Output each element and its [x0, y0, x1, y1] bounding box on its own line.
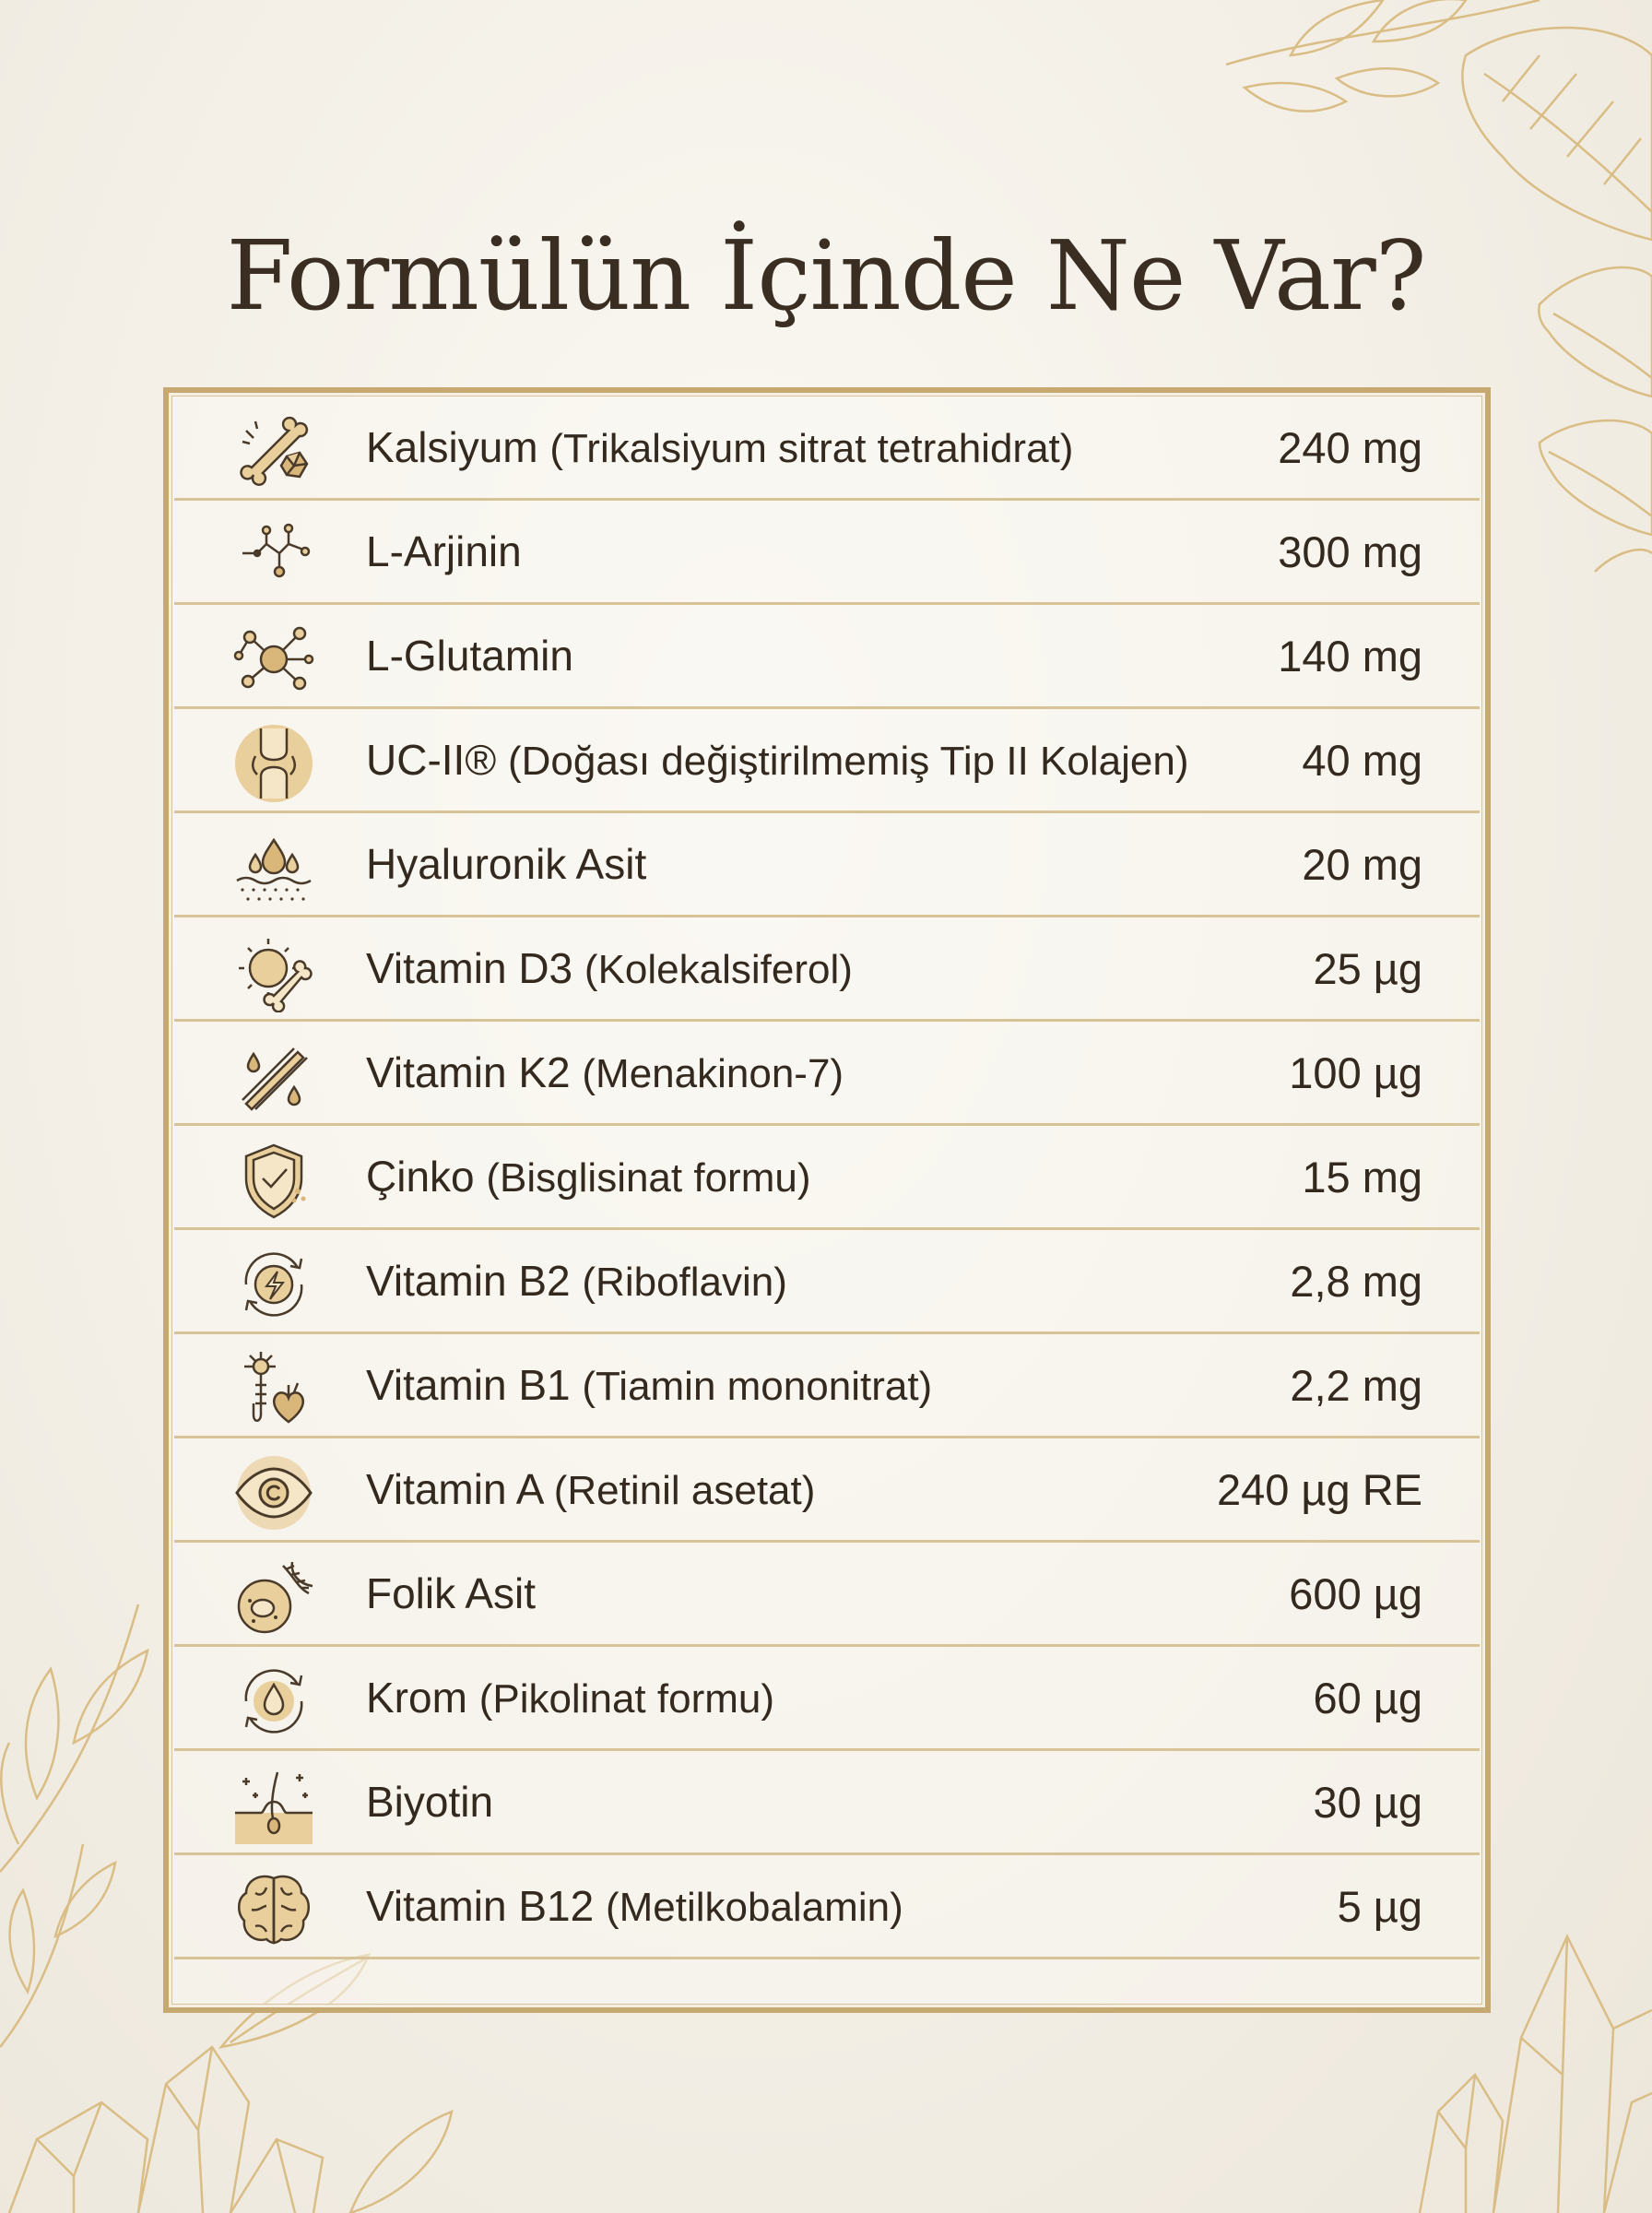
ingredient-row	[174, 1438, 1480, 1543]
ingredient-amount: 25 µg	[1313, 943, 1422, 993]
ingredients-table	[163, 387, 1491, 2013]
ingredient-amount: 240 µg RE	[1216, 1464, 1422, 1514]
eye-icon	[233, 1452, 314, 1533]
ingredient-detail: (Riboflavin)	[582, 1260, 787, 1305]
ingredient-amount: 2,8 mg	[1290, 1256, 1422, 1306]
ingredient-name	[366, 943, 853, 993]
ingredient-amount: 40 mg	[1302, 735, 1422, 785]
ingredient-label: Hyaluronik Asit	[366, 840, 647, 888]
ingredient-amount: 100 µg	[1289, 1047, 1422, 1097]
ingredient-row	[174, 1751, 1480, 1855]
ingredient-name	[366, 1673, 774, 1722]
ingredient-name	[366, 527, 522, 576]
ingredient-amount: 300 mg	[1278, 527, 1422, 576]
ingredient-row	[174, 813, 1480, 917]
ingredient-name	[366, 1777, 493, 1827]
drop-cycle-icon	[233, 1661, 314, 1742]
ingredient-label: Vitamin K2	[366, 1048, 571, 1096]
cell-dna-icon	[233, 1556, 314, 1638]
ingredient-name	[366, 1881, 903, 1931]
ingredient-amount: 2,2 mg	[1290, 1360, 1422, 1410]
ingredient-row	[174, 1543, 1480, 1647]
ingredient-name	[366, 631, 573, 680]
ingredient-row	[174, 1647, 1480, 1751]
bone-mineral-icon	[233, 410, 314, 491]
water-drops-skin-icon	[233, 827, 314, 908]
ingredients-list	[174, 396, 1480, 1959]
ingredient-detail: (Tiamin mononitrat)	[582, 1364, 933, 1409]
ingredient-amount: 600 µg	[1289, 1568, 1422, 1618]
ingredient-amount: 15 mg	[1302, 1152, 1422, 1201]
molecule-chain-icon	[233, 515, 314, 596]
ingredient-detail: (Pikolinat formu)	[478, 1676, 774, 1722]
shield-check-icon	[233, 1140, 314, 1221]
ingredient-amount: 60 µg	[1313, 1673, 1422, 1722]
ingredient-label: Çinko	[366, 1153, 475, 1201]
ingredient-amount: 240 mg	[1278, 422, 1422, 472]
blood-vessel-icon	[233, 1035, 314, 1117]
ingredient-detail: (Menakinon-7)	[582, 1051, 844, 1096]
ingredient-row	[174, 1334, 1480, 1438]
ingredient-row	[174, 605, 1480, 709]
ingredient-label: Vitamin B1	[366, 1361, 571, 1409]
ingredient-label: Vitamin B2	[366, 1257, 571, 1305]
ingredient-amount: 5 µg	[1337, 1881, 1422, 1931]
ingredient-label: Vitamin A	[366, 1465, 542, 1513]
ingredient-label: Folik Asit	[366, 1569, 537, 1617]
ingredient-label: Biyotin	[366, 1778, 494, 1826]
ingredient-row	[174, 709, 1480, 813]
ingredient-detail: (Bisglisinat formu)	[486, 1155, 811, 1201]
ingredient-name	[366, 1464, 815, 1514]
ingredient-amount: 20 mg	[1302, 839, 1422, 889]
ingredient-detail: (Doğası değiştirilmemiş Tip II Kolajen)	[508, 739, 1189, 784]
ingredient-name	[366, 839, 646, 889]
ingredient-row	[174, 917, 1480, 1022]
ingredient-name	[366, 1256, 787, 1306]
knee-joint-icon	[233, 723, 314, 804]
sun-bone-icon	[233, 931, 314, 1012]
ingredient-label: Krom	[366, 1674, 467, 1722]
page-title: Formülün İçinde Ne Var?	[226, 219, 1426, 332]
ingredient-name	[366, 1360, 932, 1410]
energy-cycle-icon	[233, 1244, 314, 1325]
ingredient-name	[366, 1152, 810, 1201]
ingredient-detail: (Retinil asetat)	[553, 1468, 816, 1513]
ingredient-label: L-Glutamin	[366, 632, 573, 680]
ingredient-detail: (Metilkobalamin)	[605, 1885, 903, 1930]
ingredient-detail: (Kolekalsiferol)	[584, 947, 853, 992]
ingredient-label: Vitamin B12	[366, 1882, 595, 1930]
hair-follicle-icon	[233, 1765, 314, 1846]
ingredient-label: Kalsiyum	[366, 423, 538, 471]
ingredient-row	[174, 1855, 1480, 1959]
ingredient-name	[366, 422, 1073, 472]
neuron-heart-icon	[233, 1348, 314, 1429]
molecule-network-icon	[233, 619, 314, 700]
ingredient-row	[174, 1230, 1480, 1334]
ingredient-name	[366, 1047, 844, 1097]
ingredient-row	[174, 1126, 1480, 1230]
ingredient-detail: (Trikalsiyum sitrat tetrahidrat)	[549, 426, 1074, 471]
ingredient-label: UC-II®	[366, 736, 497, 784]
ingredient-row	[174, 1022, 1480, 1126]
ingredient-label: L-Arjinin	[366, 527, 522, 575]
ingredient-row	[174, 396, 1480, 501]
ingredient-amount: 30 µg	[1313, 1777, 1422, 1827]
ingredient-name	[366, 1568, 536, 1618]
ingredient-label: Vitamin D3	[366, 944, 573, 992]
ingredient-row	[174, 501, 1480, 605]
brain-icon	[233, 1869, 314, 1950]
ingredient-amount: 140 mg	[1278, 631, 1422, 680]
ingredient-name	[366, 735, 1188, 785]
